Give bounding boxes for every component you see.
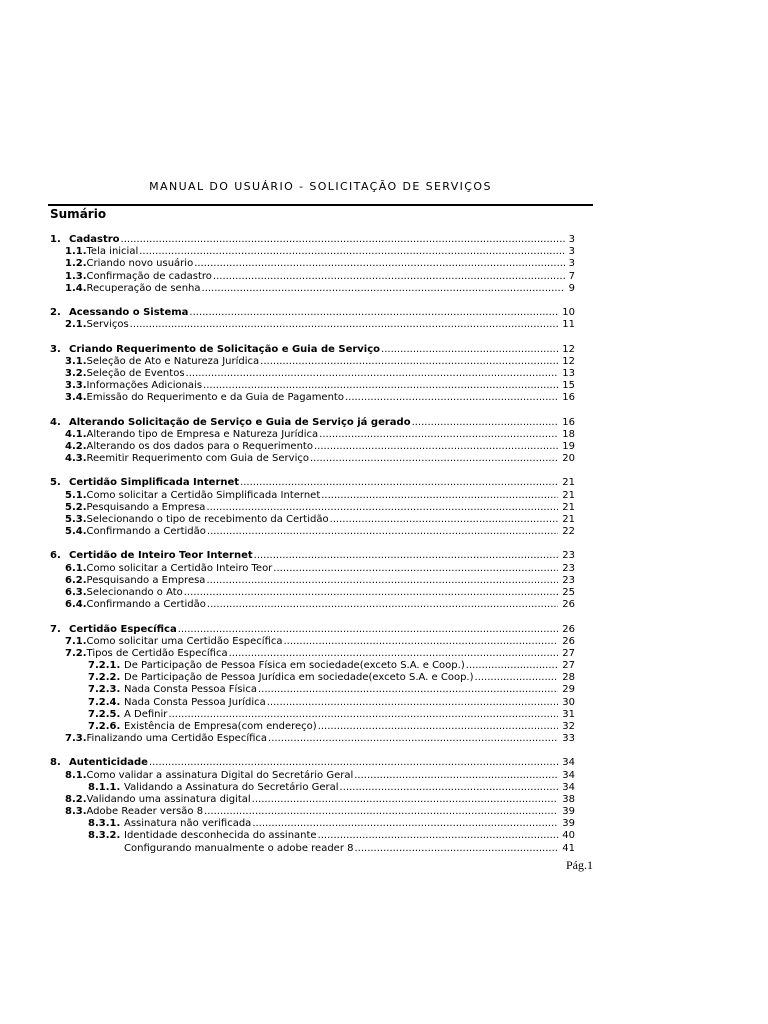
toc-subsection-entry[interactable] [50,563,575,575]
toc-entry-number: 7.2.6. [88,720,121,732]
toc-entry-number: 4.2. [65,440,87,452]
toc-entry-page: 26 [562,599,575,611]
toc-subsection-entry[interactable] [50,526,575,538]
toc-entry-title: Selecionando o tipo de recebimento da Certidão [86,513,329,525]
toc-entry-title: Seleção de Ato e Natureza Jurídica [86,355,260,367]
toc-list [50,234,575,855]
toc-entry-number: 6.2. [65,574,87,586]
toc-entry-title: Como solicitar a Certidão Inteiro Teor [86,562,273,574]
toc-dot-leader [206,575,558,587]
toc-subsubsection-entry[interactable] [50,721,575,733]
toc-dot-leader [252,794,559,806]
toc-dot-leader [381,344,558,356]
toc-dot-leader [203,380,558,392]
toc-subsection-entry[interactable] [50,453,575,465]
toc-entry-number: 8.3. [65,806,87,818]
toc-entry-title: Alterando Solicitação de Serviço e Guia de Serviço já gerado [69,416,411,428]
toc-dot-leader [284,636,559,648]
toc-section-gap [50,404,575,416]
toc-entry-page: 39 [562,806,575,818]
toc-subsection-entry[interactable] [50,502,575,514]
toc-entry-title: Reemitir Requerimento com Guia de Serviço [86,453,309,465]
toc-subsubsection-entry[interactable] [50,660,575,672]
toc-entry-page: 27 [562,660,575,672]
toc-entry-title: Adobe Reader versão 8 [86,806,204,818]
toc-heading: Sumário [50,207,107,221]
toc-entry-title: Serviços [86,319,129,331]
toc-entry-page: 40 [562,830,575,842]
toc-entry-page: 26 [562,623,575,635]
toc-entry-page: 19 [562,440,575,452]
toc-entry-number: 4.1. [65,428,87,440]
toc-entry-page: 12 [562,355,575,367]
toc-entry-page: 31 [562,708,575,720]
toc-entry-page: 3 [568,234,575,245]
toc-entry-title: Validando a Assinatura do Secretário Geral [124,781,339,793]
toc-section-gap [50,611,575,623]
toc-dot-leader [475,672,559,684]
toc-entry-title: Certidão Específica [69,623,177,635]
toc-entry-page: 11 [562,319,575,331]
toc-entry-number: 3.4. [65,392,87,404]
toc-subsection-entry[interactable] [50,368,575,380]
toc-subsection-entry[interactable] [50,599,575,611]
toc-subsection-entry[interactable] [50,490,575,502]
toc-entry-number: 7.1. [65,635,87,647]
toc-entry-number: 7.2.1. [88,660,121,672]
toc-entry-page: 41 [562,842,575,854]
toc-entry-title: Tela inicial [86,246,139,258]
toc-subsection-entry[interactable] [50,441,575,453]
toc-entry-page: 32 [562,720,575,732]
toc-subsection-entry[interactable] [50,770,575,782]
toc-dot-leader [318,830,559,842]
toc-entry-title: Alterando tipo de Empresa e Natureza Jurídica [86,428,319,440]
toc-entry-page: 10 [562,307,575,319]
toc-subsubsection-entry[interactable] [50,709,575,721]
toc-dot-leader [178,624,559,636]
toc-section-entry[interactable] [50,344,575,356]
toc-entry-page: 21 [562,489,575,501]
toc-entry-title: Informações Adicionais [86,380,203,392]
toc-entry-page: 21 [562,501,575,513]
toc-dot-leader [194,258,564,270]
toc-section-gap [50,538,575,550]
toc-dot-leader [268,733,558,745]
toc-entry-number: 8.1.1. [88,781,121,793]
toc-entry-page: 25 [562,586,575,598]
toc-entry-number: 1.4. [65,282,87,294]
toc-subsubsection-entry[interactable] [50,818,575,830]
toc-section-gap [50,331,575,343]
toc-entry-page: 21 [562,477,575,489]
toc-entry-title: Pesquisando a Empresa [86,501,206,513]
toc-entry-title: Nada Consta Pessoa Física [124,684,257,696]
toc-entry-number: 1.3. [65,270,87,282]
toc-entry-title: Como solicitar a Certidão Simplificada Internet [86,489,321,501]
toc-entry-number: 4. [50,416,61,428]
toc-dot-leader [184,587,558,599]
toc-entry-number: 6.1. [65,562,87,574]
toc-entry-page: 12 [562,343,575,355]
toc-entry-number: 7.3. [65,733,87,745]
toc-entry-number: 7.2.4. [88,696,121,708]
toc-entry-page: 7 [568,270,575,282]
toc-dot-leader [314,441,558,453]
toc-entry-page: 9 [568,282,575,294]
toc-dot-leader [252,818,558,830]
toc-entry-title: Acessando o Sistema [69,307,189,319]
toc-entry-number: 8. [50,757,61,769]
toc-entry-number: 5.1. [65,489,87,501]
toc-dot-leader [207,599,558,611]
toc-entry-page: 38 [562,793,575,805]
toc-entry-number: 7.2.3. [88,684,121,696]
toc-entry-number: 1.1. [65,246,87,258]
toc-entry-title: Identidade desconhecida do assinante [124,830,317,842]
toc-entry-number: 5.2. [65,501,87,513]
toc-subsubsection-entry[interactable] [50,697,575,709]
toc-entry-number: 1. [50,234,61,245]
toc-dot-leader [168,709,558,721]
toc-subsection-entry[interactable] [50,380,575,392]
toc-entry-number: 8.2. [65,793,87,805]
toc-subsection-entry[interactable] [50,733,575,745]
toc-entry-page: 23 [562,562,575,574]
toc-section-entry[interactable] [50,234,575,246]
document-title: MANUAL DO USUÁRIO - SOLICITAÇÃO DE SERVIÇOS [149,180,492,193]
toc-entry-title: Existência de Empresa(com endereço) [124,720,317,732]
toc-entry-title: Confirmando a Certidão [86,599,206,611]
toc-entry-page: 39 [562,818,575,830]
toc-dot-leader [254,550,559,562]
toc-entry-page: 23 [562,550,575,562]
toc-entry-title: Assinatura não verificada [124,818,252,830]
toc-subsection-entry[interactable] [50,806,575,818]
toc-entry-number: 3.1. [65,355,87,367]
toc-entry-page: 33 [562,733,575,745]
toc-subsection-entry[interactable] [50,356,575,368]
toc-dot-leader [207,526,558,538]
toc-entry-page: 22 [562,526,575,538]
toc-entry-number: 1.2. [65,258,87,270]
toc-subsection-entry[interactable] [50,587,575,599]
toc-entry-page: 16 [562,392,575,404]
toc-entry-number: 5.4. [65,526,87,538]
toc-entry-title: Alterando os dos dados para o Requerimento [86,440,313,452]
toc-dot-leader [273,563,558,575]
toc-dot-leader [321,490,558,502]
toc-dot-leader [258,684,558,696]
toc-entry-title: Criando Requerimento de Solicitação e Guia de Serviço [69,343,381,355]
toc-subsubsection-entry[interactable] [50,782,575,794]
toc-entry-title: Criando novo usuário [86,258,194,270]
toc-dot-leader [213,271,565,283]
toc-entry-page: 26 [562,635,575,647]
toc-dot-leader [121,234,565,246]
toc-section-entry[interactable] [50,550,575,562]
toc-entry-title: Certidão de Inteiro Teor Internet [69,550,253,562]
toc-entry-number: 7.2.5. [88,708,121,720]
toc-dot-leader [345,392,558,404]
toc-entry-title: Nada Consta Pessoa Jurídica [124,696,266,708]
toc-entry-page: 16 [562,416,575,428]
toc-entry-title: Recuperação de senha [86,282,201,294]
toc-dot-leader [206,502,558,514]
toc-entry-title: Autenticidade [69,757,148,769]
toc-entry-page: 18 [562,428,575,440]
toc-entry-number: 7. [50,623,61,635]
toc-dot-leader [130,319,559,331]
toc-entry-page: 20 [562,453,575,465]
toc-dot-leader [267,697,559,709]
toc-subsection-entry[interactable] [50,575,575,587]
toc-entry-title: Pesquisando a Empresa [86,574,206,586]
toc-entry-number: 7.2.2. [88,672,121,684]
toc-entry-title: De Participação de Pessoa Física em sociedade(exceto S.A. e Coop.) [124,660,465,672]
toc-entry-number: 5.3. [65,513,87,525]
toc-subsection-entry[interactable] [50,258,575,270]
toc-entry-page: 3 [568,246,575,258]
toc-entry-number: 6.3. [65,586,87,598]
toc-subsection-entry[interactable] [50,319,575,331]
toc-subsubsection-entry[interactable] [50,672,575,684]
toc-entry-title: Certidão Simplificada Internet [69,477,240,489]
toc-dot-leader [340,782,559,794]
toc-subsection-entry[interactable] [50,246,575,258]
toc-entry-number: 8.1. [65,769,87,781]
toc-subsection-entry[interactable] [50,648,575,660]
toc-subsubsection-entry[interactable] [50,843,575,855]
toc-entry-title: Como validar a assinatura Digital do Secretário Geral [86,769,354,781]
toc-entry-title: Como solicitar uma Certidão Específica [86,635,283,647]
toc-section-entry[interactable] [50,307,575,319]
toc-dot-leader [354,770,558,782]
toc-dot-leader [189,307,558,319]
toc-entry-page: 21 [562,513,575,525]
toc-dot-leader [354,843,558,855]
toc-entry-title: Configurando manualmente o adobe reader 8 [124,842,354,854]
toc-entry-title: Confirmando a Certidão [86,526,206,538]
toc-entry-title: Cadastro [69,234,120,245]
toc-entry-number: 8.3.2. [88,830,121,842]
toc-entry-page: 29 [562,684,575,696]
toc-subsection-entry[interactable] [50,271,575,283]
toc-dot-leader [310,453,558,465]
toc-section-gap [50,745,575,757]
toc-subsubsection-entry[interactable] [50,684,575,696]
toc-dot-leader [318,721,559,733]
toc-entry-page: 15 [562,380,575,392]
toc-entry-title: Selecionando o Ato [86,586,183,598]
toc-dot-leader [186,368,559,380]
toc-entry-page: 13 [562,367,575,379]
page-number-footer: Pág.1 [566,858,593,872]
toc-section-entry[interactable] [50,477,575,489]
toc-subsubsection-entry[interactable] [50,830,575,842]
toc-dot-leader [202,283,565,295]
toc-subsection-entry[interactable] [50,636,575,648]
toc-entry-number: 6. [50,550,61,562]
toc-dot-leader [466,660,559,672]
toc-entry-title: Tipos de Certidão Específica [86,647,228,659]
toc-entry-title: Seleção de Eventos [86,367,185,379]
toc-subsection-entry[interactable] [50,283,575,295]
toc-dot-leader [330,514,559,526]
toc-entry-number: 3. [50,343,61,355]
toc-entry-title: Confirmação de cadastro [86,270,212,282]
toc-entry-number: 5. [50,477,61,489]
toc-entry-page: 30 [562,696,575,708]
toc-dot-leader [229,648,559,660]
toc-dot-leader [260,356,558,368]
toc-entry-page: 34 [562,769,575,781]
toc-entry-title: A Definir [124,708,168,720]
toc-dot-leader [139,246,564,258]
toc-dot-leader [204,806,558,818]
toc-entry-number: 8.3.1. [88,818,121,830]
toc-dot-leader [319,429,558,441]
toc-entry-title: De Participação de Pessoa Jurídica em sociedade(exceto S.A. e Coop.) [124,672,474,684]
toc-section-entry[interactable] [50,417,575,429]
toc-section-gap [50,295,575,307]
toc-entry-number: 6.4. [65,599,87,611]
toc-entry-page: 27 [562,647,575,659]
toc-entry-page: 34 [562,757,575,769]
toc-subsection-entry[interactable] [50,429,575,441]
toc-subsection-entry[interactable] [50,392,575,404]
title-rule [48,204,593,206]
toc-section-entry[interactable] [50,757,575,769]
toc-entry-title: Emissão do Requerimento e da Guia de Pagamento [86,392,344,404]
toc-section-gap [50,465,575,477]
toc-entry-title: Finalizando uma Certidão Específica [86,733,268,745]
toc-entry-number: 2.1. [65,319,87,331]
toc-subsection-entry[interactable] [50,514,575,526]
toc-entry-page: 3 [568,258,575,270]
toc-entry-number: 3.3. [65,380,87,392]
toc-entry-number: 3.2. [65,367,87,379]
toc-section-entry[interactable] [50,624,575,636]
toc-dot-leader [412,417,559,429]
toc-entry-page: 34 [562,781,575,793]
toc-entry-title: Validando uma assinatura digital [86,793,251,805]
toc-entry-number: 7.2. [65,647,87,659]
toc-entry-number: 4.3. [65,453,87,465]
toc-entry-number: 2. [50,307,61,319]
toc-dot-leader [149,757,558,769]
toc-dot-leader [240,477,558,489]
toc-entry-page: 23 [562,574,575,586]
toc-subsection-entry[interactable] [50,794,575,806]
toc-entry-page: 28 [562,672,575,684]
